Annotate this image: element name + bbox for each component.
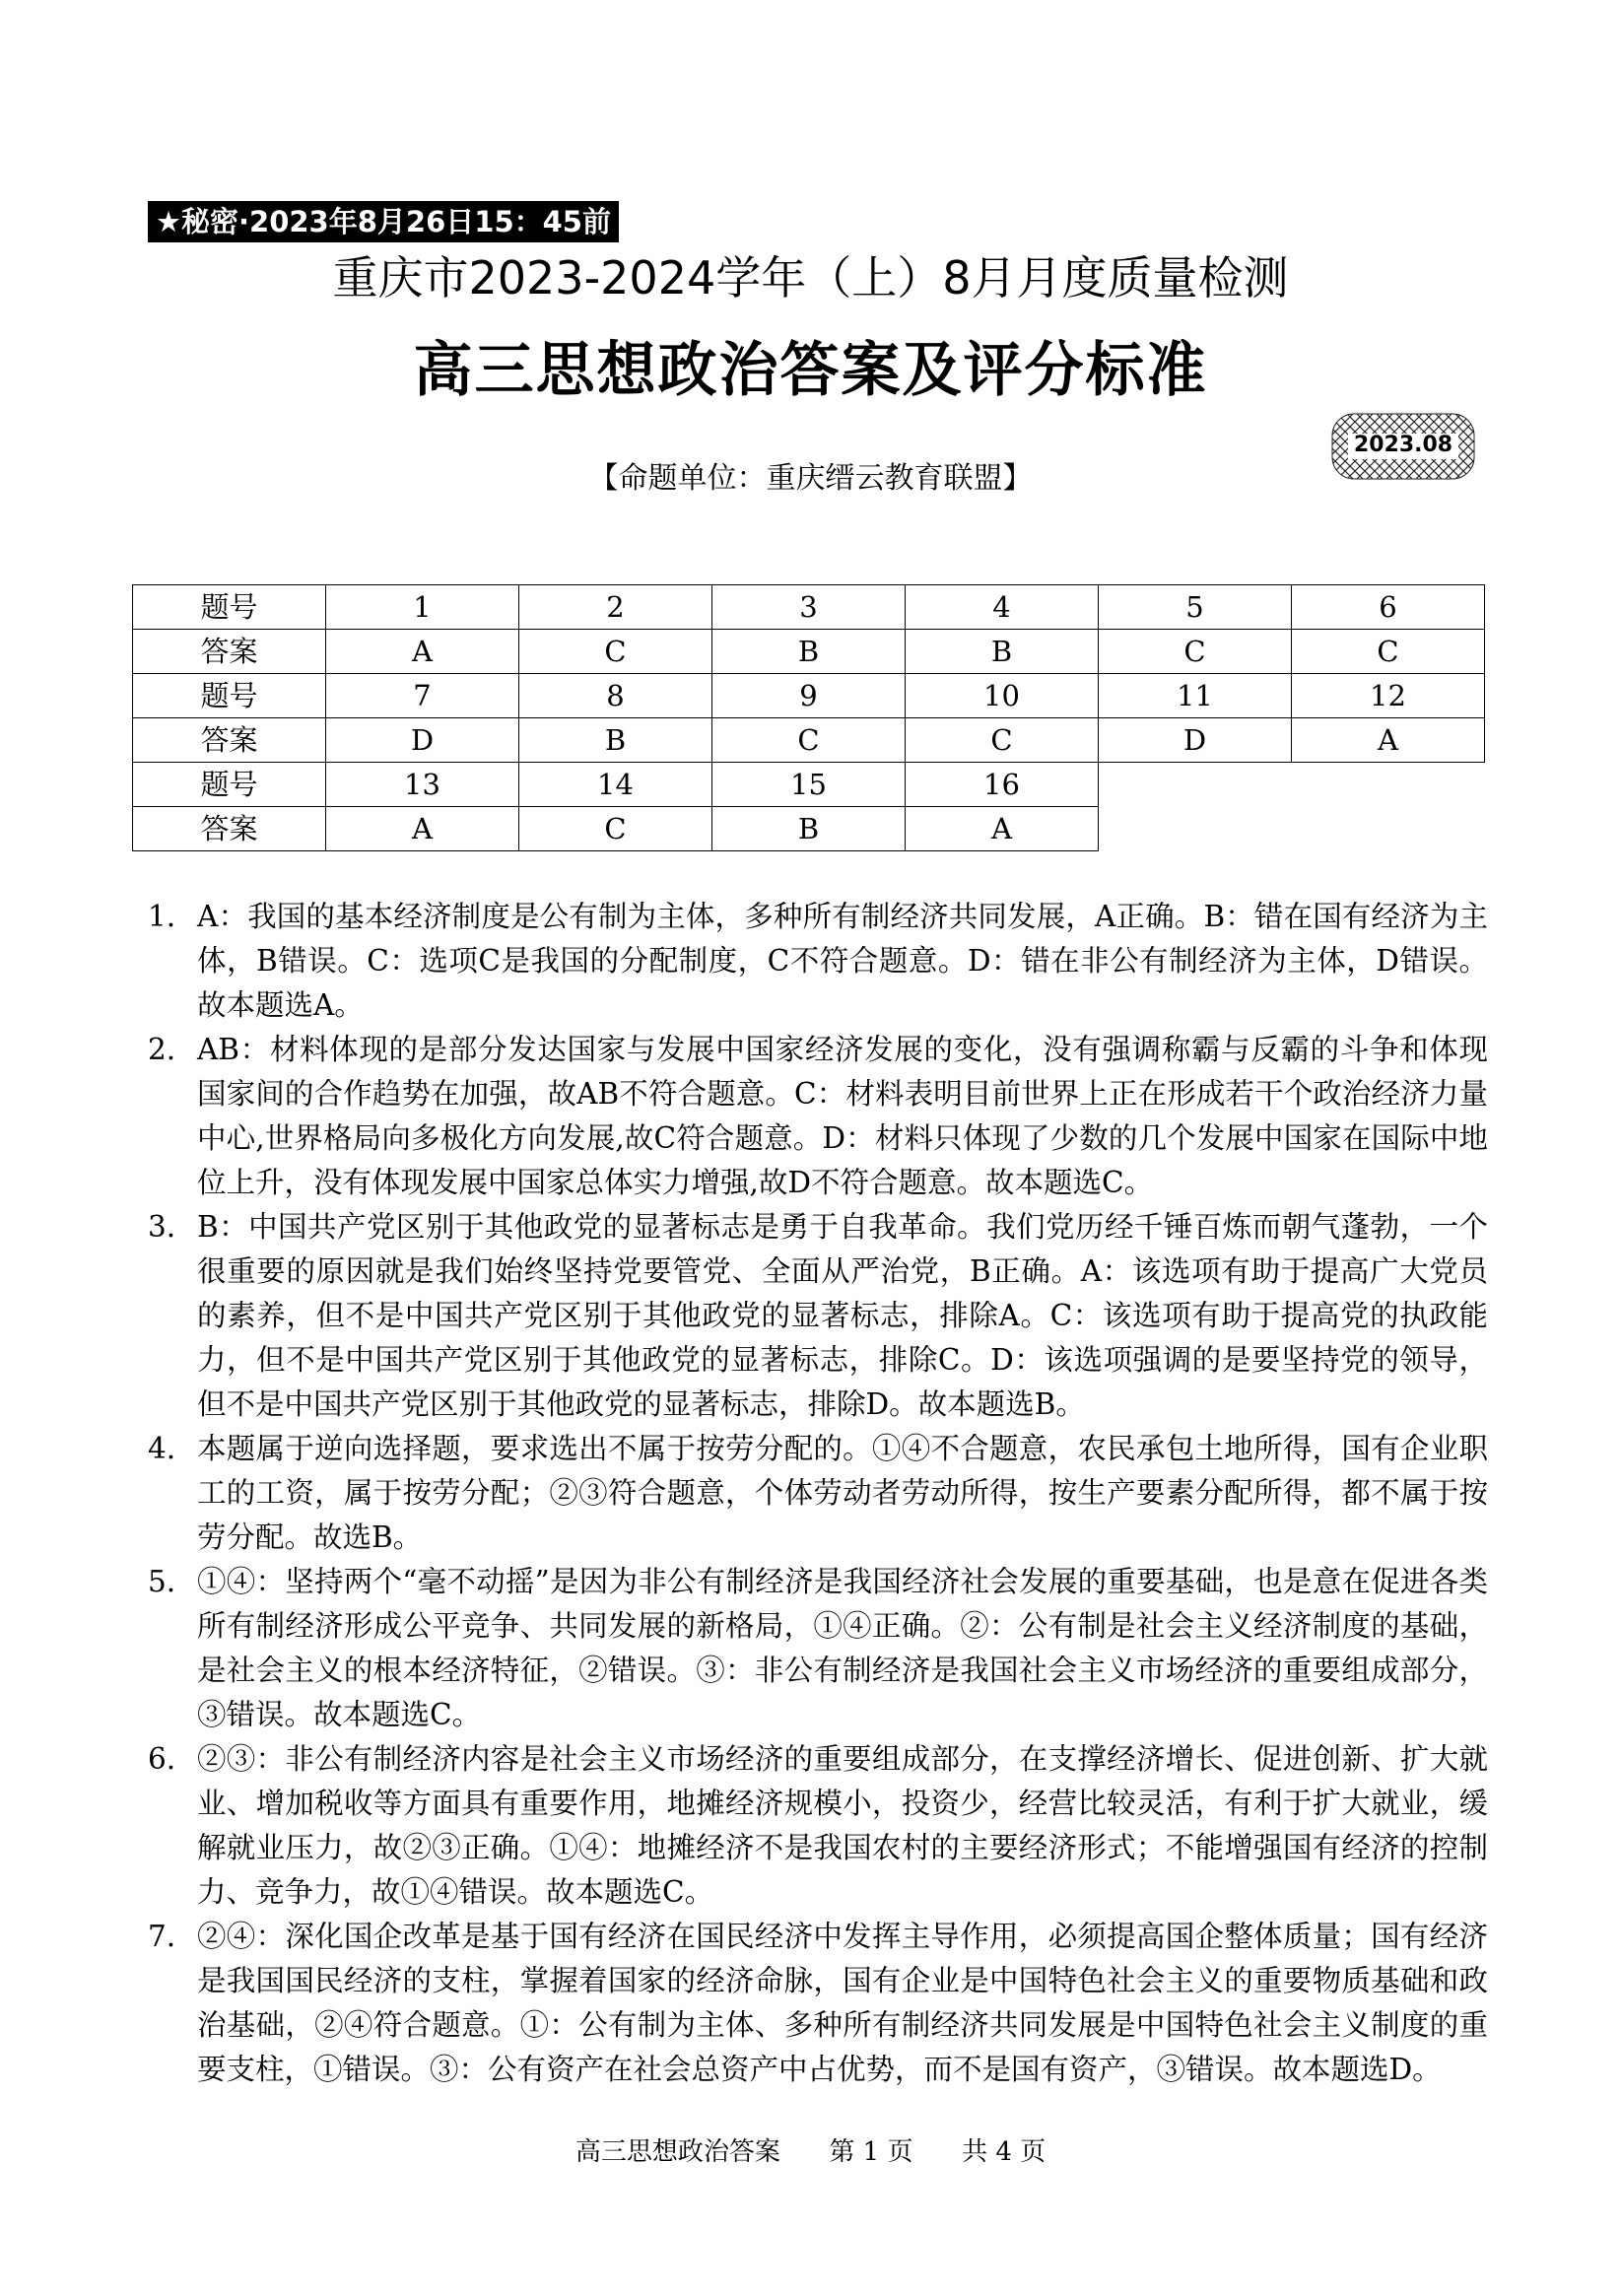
- table-cell: B: [712, 630, 906, 674]
- empty-cell: [1292, 807, 1485, 851]
- table-cell: 11: [1099, 674, 1292, 718]
- table-cell: C: [1099, 630, 1292, 674]
- item-text: ②④：深化国企改革是基于国有经济在国民经济中发挥主导作用，必须提高国企整体质量；国有经济是我国国民经济的支柱，掌握着国家的经济命脉，国有企业是中国特色社会主义的重要物质基础和政治基础，②④符合题意。①：公有制为主体、多种所有制经济共同发展是中国特色社会主义制度的重要支柱，①错误。③：公有资产在社会总资产中占优势，而不是国有资产，③错误。故本题选D。: [197, 1920, 1488, 2086]
- table-cell: 9: [712, 674, 906, 718]
- table-cell: A: [1292, 718, 1485, 763]
- table-cell: B: [712, 807, 906, 851]
- item-text: A：我国的基本经济制度是公有制为主体，多种所有制经济共同发展，A正确。B：错在国有经济为主体，B错误。C：选项C是我国的分配制度，C不符合题意。D：错在非公有制经济为主体，D错误。故本题选A。: [197, 900, 1488, 1022]
- item-text: 本题属于逆向选择题，要求选出不属于按劳分配的。①④不合题意，农民承包土地所得，国有企业职工的工资，属于按劳分配；②③符合题意，个体劳动者劳动所得，按生产要素分配所得，都不属于按劳分配。故选B。: [197, 1432, 1488, 1554]
- row-label: 答案: [133, 807, 326, 851]
- table-cell: 10: [906, 674, 1099, 718]
- item-number: 2.: [148, 1033, 176, 1066]
- issuing-unit: 【命题单位：重庆缙云教育联盟】: [588, 461, 1033, 496]
- explanation-item: [148, 1915, 1488, 2092]
- explanations: [148, 895, 1488, 2092]
- item-number: 3.: [148, 1210, 176, 1244]
- row-label: 答案: [133, 718, 326, 763]
- table-cell: 5: [1099, 585, 1292, 630]
- explanation-item: [148, 1028, 1488, 1205]
- table-cell: 1: [326, 585, 519, 630]
- table-cell: 15: [712, 763, 906, 807]
- table-cell: C: [712, 718, 906, 763]
- table-cell: 2: [519, 585, 712, 630]
- table-cell: 3: [712, 585, 906, 630]
- table-row: [133, 718, 1485, 763]
- table-row: [133, 674, 1485, 718]
- item-number: 5.: [148, 1565, 176, 1598]
- table-cell: A: [326, 630, 519, 674]
- table-cell: 13: [326, 763, 519, 807]
- table-cell: 7: [326, 674, 519, 718]
- item-number: 1.: [148, 900, 176, 933]
- row-label: 题号: [133, 674, 326, 718]
- table-cell: D: [326, 718, 519, 763]
- table-cell: D: [1099, 718, 1292, 763]
- page-footer: 高三思想政治答案 第 1 页 共 4 页: [574, 2137, 1047, 2167]
- table-cell: C: [519, 630, 712, 674]
- empty-cell: [1292, 763, 1485, 807]
- empty-cell: [1099, 807, 1292, 851]
- item-text: ①④：坚持两个“毫不动摇”是因为非公有制经济是我国经济社会发展的重要基础，也是意在促进各类所有制经济形成公平竞争、共同发展的新格局，①④正确。②：公有制是社会主义经济制度的基础，是社会主义的根本经济特征，②错误。③：非公有制经济是我国社会主义市场经济的重要组成部分，③错误。故本题选C。: [197, 1565, 1488, 1731]
- table-cell: C: [906, 718, 1099, 763]
- table-cell: B: [519, 718, 712, 763]
- table-row: [133, 763, 1485, 807]
- confidential-label: ★秘密·2023年8月26日15：45前: [148, 201, 619, 242]
- table-cell: 4: [906, 585, 1099, 630]
- explanation-item: [148, 1427, 1488, 1560]
- table-cell: C: [1292, 630, 1485, 674]
- table-row: [133, 630, 1485, 674]
- table-row: [133, 807, 1485, 851]
- explanation-item: [148, 895, 1488, 1028]
- table-cell: 6: [1292, 585, 1485, 630]
- item-text: B：中国共产党区别于其他政党的显著标志是勇于自我革命。我们党历经千锤百炼而朝气蓬勃，一个很重要的原因就是我们始终坚持党要管党、全面从严治党，B正确。A：该选项有助于提高广大党员的素养，但不是中国共产党区别于其他政党的显著标志，排除A。C：该选项有助于提高党的执政能力，但不是中国共产党区别于其他政党的显著标志，排除C。D：该选项强调的是要坚持党的领导，但不是中国共产党区别于其他政党的显著标志，排除D。故本题选B。: [197, 1210, 1488, 1421]
- item-number: 6.: [148, 1742, 176, 1776]
- table-cell: 16: [906, 763, 1099, 807]
- item-number: 7.: [148, 1920, 176, 1953]
- document-title: 高三思想政治答案及评分标准: [413, 336, 1208, 405]
- item-text: ②③：非公有制经济内容是社会主义市场经济的重要组成部分，在支撑经济增长、促进创新、扩大就业、增加税收等方面具有重要作用，地摊经济规模小，投资少，经营比较灵活，有利于扩大就业，缓解就业压力，故②③正确。①④：地摊经济不是我国农村的主要经济形式；不能增强国有经济的控制力、竞争力，故①④错误。故本题选C。: [197, 1742, 1488, 1909]
- table-cell: A: [326, 807, 519, 851]
- stamp-text: 2023.08: [1353, 433, 1453, 457]
- row-label: 答案: [133, 630, 326, 674]
- row-label: 题号: [133, 585, 326, 630]
- exam-title: 重庆市2023-2024学年（上）8月月度质量检测: [332, 251, 1289, 304]
- answer-table: [132, 584, 1485, 851]
- item-number: 4.: [148, 1432, 176, 1465]
- empty-cell: [1099, 763, 1292, 807]
- table-cell: 14: [519, 763, 712, 807]
- table-cell: A: [906, 807, 1099, 851]
- table-cell: 8: [519, 674, 712, 718]
- row-label: 题号: [133, 763, 326, 807]
- table-row: [133, 585, 1485, 630]
- item-text: AB：材料体现的是部分发达国家与发展中国家经济发展的变化，没有强调称霸与反霸的斗争和体现国家间的合作趋势在加强，故AB不符合题意。C：材料表明目前世界上正在形成若干个政治经济力量中心,世界格局向多极化方向发展,故C符合题意。D：材料只体现了少数的几个发展中国家在国际中地位上升，没有体现发展中国家总体实力增强,故D不符合题意。故本题选C。: [197, 1033, 1488, 1199]
- table-cell: 12: [1292, 674, 1485, 718]
- table-cell: B: [906, 630, 1099, 674]
- table-cell: C: [519, 807, 712, 851]
- explanation-item: [148, 1737, 1488, 1915]
- explanation-item: [148, 1560, 1488, 1737]
- explanation-item: [148, 1205, 1488, 1427]
